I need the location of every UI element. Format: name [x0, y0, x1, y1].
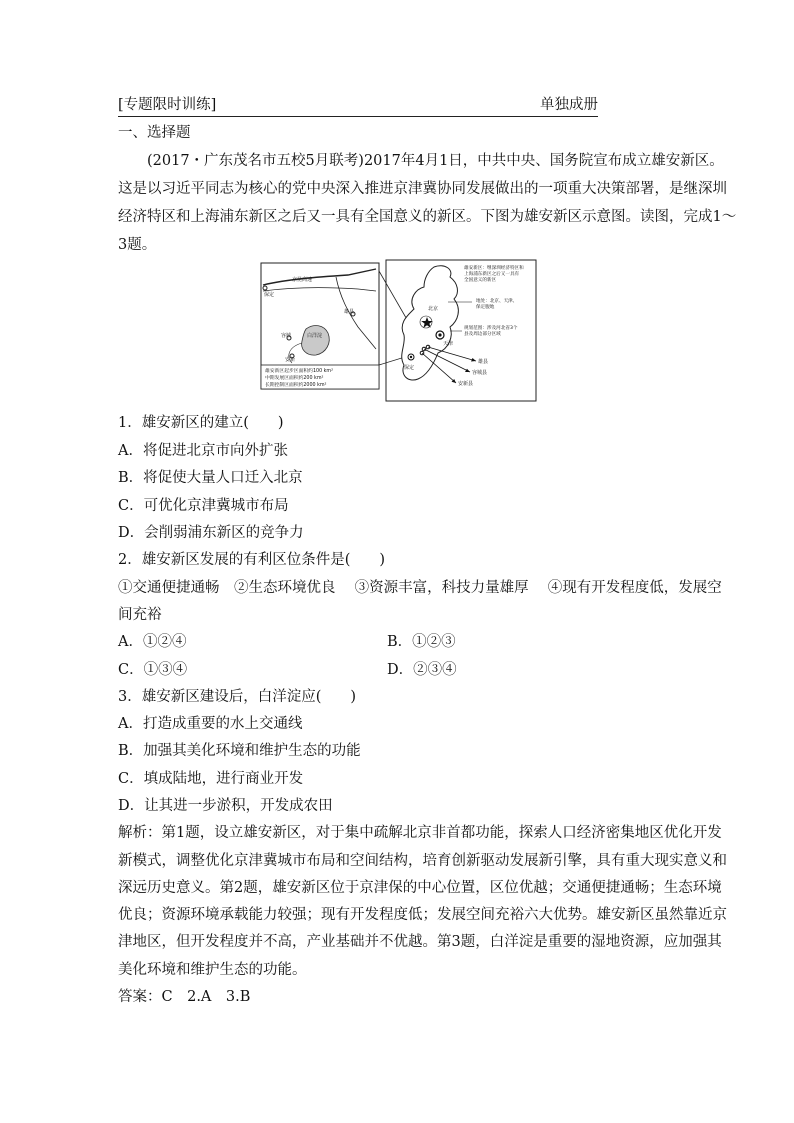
question-2-option-b[interactable]: B．①②③ — [387, 634, 456, 650]
section-title: 一、选择题 — [118, 125, 191, 141]
header-left-label: [专题限时训练] — [118, 97, 217, 113]
legend-line: 中期发展区面积约200 km² — [265, 376, 324, 381]
label-anxin: 安新 — [285, 357, 296, 363]
question-3-stem: 3．雄安新区建设后，白洋淀应( ) — [118, 689, 357, 705]
analysis-line: 优良；资源环境承载能力较强；现有开发程度低；发展空间充裕六大优势。雄安新区虽然靠近京 — [118, 907, 727, 923]
intro-line: 3题。 — [118, 237, 157, 253]
map-note: 保定腹地 — [476, 305, 495, 310]
question-3-option-a[interactable]: A．打造成重要的水上交通线 — [118, 716, 303, 732]
label-xiongxian-right: 雄县 — [478, 359, 489, 365]
intro-line: (2017・广东茂名市五校5月联考)2017年4月1日，中共中央、国务院宣布成立雄安新区。 — [118, 153, 724, 169]
label-xiongxian: 雄县 — [344, 309, 355, 315]
question-3-option-c[interactable]: C．填成陆地，进行商业开发 — [118, 771, 304, 787]
header-right-label: 单独成册 — [540, 97, 598, 113]
map-note: 地处：北京、天津、 — [476, 299, 518, 304]
question-2-conditions: 间充裕 — [118, 607, 162, 623]
analysis-line: 新模式，调整优化京津冀城市布局和空间结构，培育创新驱动发展新引擎，具有重大现实意义和 — [118, 853, 727, 869]
label-jingkun-highway: 京昆高速 — [292, 277, 313, 283]
question-2-stem: 2．雄安新区发展的有利区位条件是( ) — [118, 552, 386, 568]
answer-line: 答案：C 2.A 3.B — [118, 989, 251, 1005]
question-2-option-a[interactable]: A．①②④ — [118, 634, 187, 650]
question-1-option-c[interactable]: C．可优化京津冀城市布局 — [118, 498, 289, 514]
analysis-line: 解析：第1题，设立雄安新区，对于集中疏解北京非首都功能，探索人口经济密集地区优化开发 — [118, 825, 722, 841]
question-2-conditions: ①交通便捷通畅 ②生态环境优良 ③资源丰富，科技力量雄厚 ④现有开发程度低，发展空 — [118, 580, 722, 596]
header-divider — [118, 116, 598, 117]
label-baiyangdian: 白洋淀 — [307, 333, 323, 339]
legend-line: 雄安新区起步区面积约100 km² — [265, 369, 334, 374]
question-2-option-c[interactable]: C．①③④ — [118, 662, 188, 678]
map-note: 县及周边部分区域 — [464, 332, 501, 337]
label-beijing: 北京 — [428, 306, 439, 312]
map-note: 规划范围：涉及河北省3个 — [464, 326, 518, 331]
analysis-line: 深远历史意义。第2题，雄安新区位于京津保的中心位置，区位优越；交通便捷通畅；生态环境 — [118, 880, 722, 896]
analysis-line: 津地区，但开发程度并不高，产业基础并不优越。第3题，白洋淀是重要的湿地资源，应加强其 — [118, 934, 722, 950]
label-rongcheng: 容城 — [281, 333, 292, 339]
map-note: 上海浦东新区之后又一具有 — [464, 272, 520, 277]
question-3-option-b[interactable]: B．加强其美化环境和维护生态的功能 — [118, 743, 361, 759]
intro-line: 这是以习近平同志为核心的党中央深入推进京津冀协同发展做出的一项重大决策部署，是继深圳 — [118, 181, 727, 197]
map-note: 雄安新区：继深圳经济特区和 — [464, 266, 524, 271]
label-baoding: 保定 — [264, 292, 275, 298]
question-3-option-d[interactable]: D．让其进一步淤积，开发成农田 — [118, 798, 333, 814]
analysis-line: 美化环境和维护生态的功能。 — [118, 962, 307, 978]
question-1-option-b[interactable]: B．将促使大量人口迁入北京 — [118, 470, 303, 486]
legend-line: 长期控制区面积约2000 km² — [265, 383, 327, 388]
map-note: 全国意义的新区 — [464, 278, 497, 283]
label-baoding-right: 保定 — [404, 365, 415, 371]
intro-line: 经济特区和上海浦东新区之后又一具有全国意义的新区。下图为雄安新区示意图。读图，完成1～ — [118, 209, 737, 225]
question-1-option-a[interactable]: A．将促进北京市向外扩张 — [118, 443, 288, 459]
label-anxinxian: 安新县 — [458, 381, 474, 387]
xiongan-map-figure — [258, 257, 538, 403]
question-1-stem: 1．雄安新区的建立( ) — [118, 415, 284, 431]
label-tianjin: 天津 — [443, 341, 454, 347]
question-2-option-d[interactable]: D．②③④ — [387, 662, 457, 678]
label-rongchengxian: 容城县 — [472, 370, 488, 376]
question-1-option-d[interactable]: D．会削弱浦东新区的竞争力 — [118, 525, 304, 541]
